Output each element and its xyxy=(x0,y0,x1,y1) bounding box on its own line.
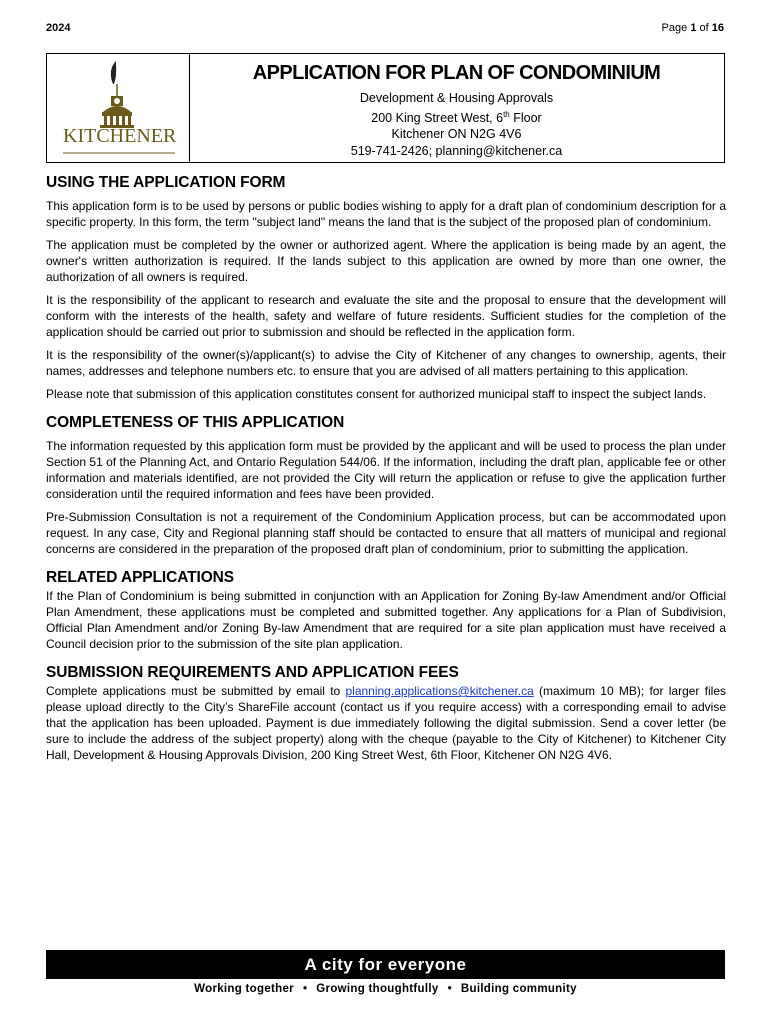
document-year: 2024 xyxy=(46,22,71,34)
section-heading: COMPLETENESS OF THIS APPLICATION xyxy=(46,414,345,431)
page-current: 1 xyxy=(690,22,697,34)
title-cell xyxy=(189,54,724,162)
department-name: Development & Housing Approvals xyxy=(359,91,554,105)
department-contact: 519-741-2426; planning@kitchener.ca xyxy=(350,143,563,158)
document-title: APPLICATION FOR PLAN OF CONDOMINIUM xyxy=(252,62,661,84)
footer-tagline xyxy=(46,983,725,995)
paragraph: The application must be completed by the owner or authorized agent. Where the application is being made by an agent, the owner's written authorization is required. If the lands subject to this application are owned by more than one owner, the authorization of all owners is required. xyxy=(46,238,726,284)
tagline-item: Growing thoughtfully xyxy=(316,983,439,995)
department-city: Kitchener ON N2G 4V6 xyxy=(391,127,522,142)
section-related-applications xyxy=(46,569,726,652)
paragraph: If the Plan of Condominium is being submitted in conjunction with an Application for Zoning By-law Amendment and/or Official Plan Amendment, these applications must be completed and submitted together. Any applications for a Plan of Subdivision, Official Plan Amendment and/or Zoning By-law Amendment that are required for a site plan application must have received a Council decision prior to the submission of the site plan application. xyxy=(46,589,726,651)
bullet-icon: • xyxy=(302,983,308,995)
section-heading: SUBMISSION REQUIREMENTS AND APPLICATION FEES xyxy=(46,664,459,681)
page-total: 16 xyxy=(711,22,724,34)
department-info xyxy=(189,90,724,159)
paragraph: Complete applications must be submitted by email to planning.applications@kitchener.ca (maximum 10 MB); for larger files please upload directly to the City’s ShareFile account (contact us if you require access) with a corresponding email to advise that the application has been uploaded. Payment is due immediately following the digital submission. Send a cover letter (be sure to include the address of the subject property) along with the cheque (payable to the City of Kitchener) to Kitchener City Hall, Development & Housing Approvals Division, 200 King Street West, 6th Floor, Kitchener ON N2G 4V6. xyxy=(46,684,727,762)
section-heading: RELATED APPLICATIONS xyxy=(46,569,235,586)
tagline-item: Building community xyxy=(460,983,577,995)
page-of: of xyxy=(699,22,709,34)
page-prefix: Page xyxy=(661,22,688,34)
paragraph: Please note that submission of this application constitutes consent for authorized municipal staff to inspect the subject lands. xyxy=(46,387,707,401)
kitchener-logo xyxy=(47,54,190,162)
bullet-icon: • xyxy=(447,983,452,995)
paragraph: The information requested by this application form must be provided by the applicant and will be used to process the plan under Section 51 of the Planning Act, and Ontario Regulation 544/06. If the information, including the draft plan, applicable fee or other information and materials identified, are not provided the City will return the application or refuse to give the application further consideration until the required information and fees have been provided. xyxy=(46,439,726,501)
footer-slogan: A city for everyone xyxy=(46,950,725,979)
paragraph: It is the responsibility of the owner(s)/applicant(s) to advise the City of Kitchener of any changes to ownership, agents, their names, addresses and telephone numbers etc. to ensure that you are advised of all matters pertaining to this application. xyxy=(46,348,726,378)
logo-wordmark: KITCHENER xyxy=(63,125,177,147)
paragraph: Pre-Submission Consultation is not a requirement of the Condominium Application process, but can be accommodated upon request. In any case, City and Regional planning staff should be contacted to ensure that all matters of municipal and regional concerns are considered in the preparation of the proposed draft plan of condominium, prior to submitting the application. xyxy=(46,510,726,556)
title-block xyxy=(46,53,725,163)
section-using-form xyxy=(46,174,726,402)
email-link[interactable]: planning.applications@kitchener.ca xyxy=(345,684,534,698)
section-submission xyxy=(46,664,726,763)
paragraph: This application form is to be used by persons or public bodies wishing to apply for a draft plan of condominium description for a specific property. In this form, the term "subject land" means the land that is the subject of the proposed plan of condominium. xyxy=(46,199,726,229)
paragraph: It is the responsibility of the applicant to research and evaluate the site and the proposal to ensure that the development will conform with the interests of the health, safety and welfare of future residents. Sufficient studies for the completion of the application should be carried out prior to submission and should be reflected in the application form. xyxy=(46,293,726,339)
section-completeness xyxy=(46,414,726,557)
section-heading: USING THE APPLICATION FORM xyxy=(46,174,286,191)
page-number xyxy=(662,22,724,34)
tagline-item: Working together xyxy=(194,983,294,995)
department-address: 200 King Street West, 6th Floor xyxy=(371,109,542,125)
document-body xyxy=(46,174,726,775)
